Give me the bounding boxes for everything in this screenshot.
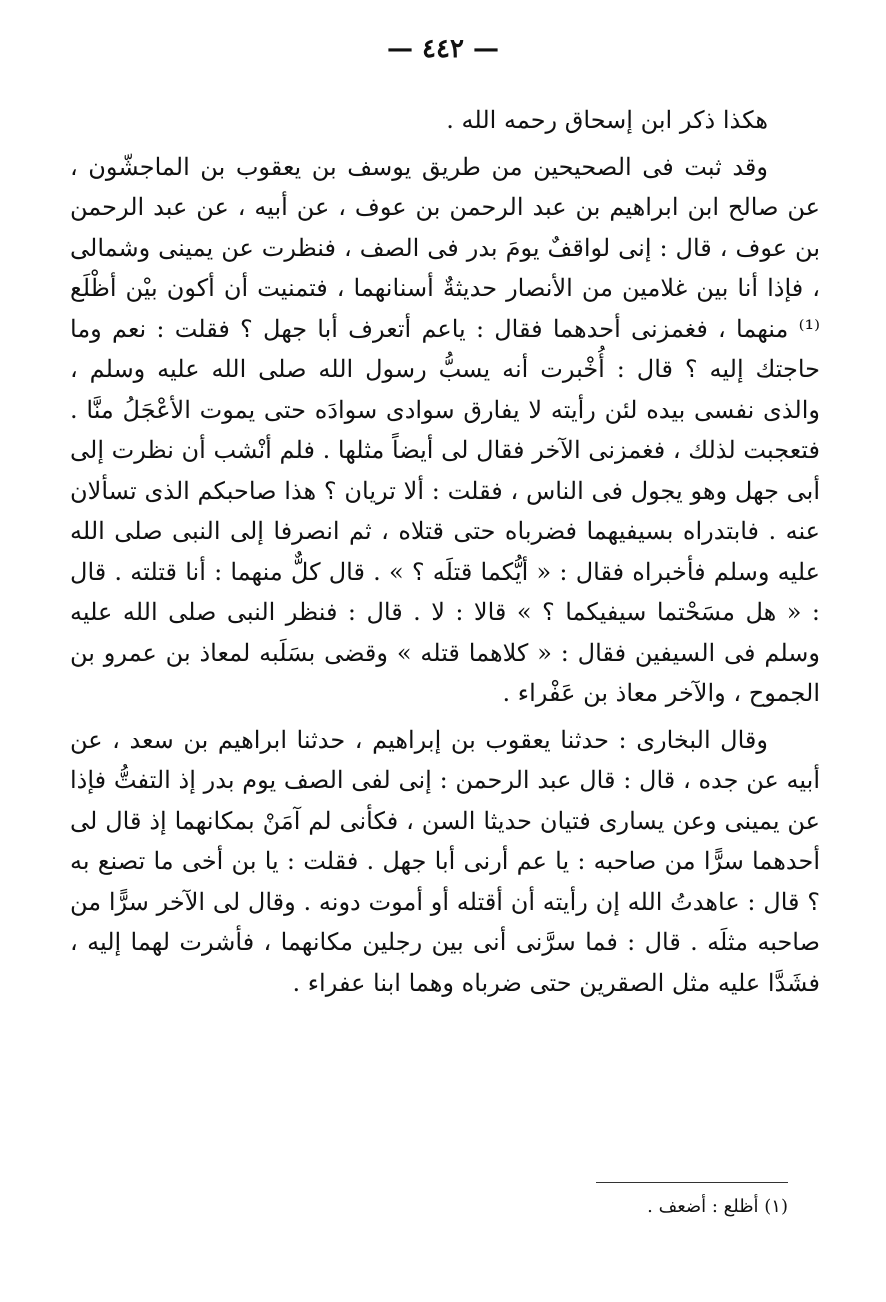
- paragraph-intro: هكذا ذكر ابن إسحاق رحمه الله .: [446, 106, 768, 134]
- footnote-divider: [596, 1182, 788, 1183]
- page-number: — ٤٤٢ —: [386, 34, 500, 64]
- body-text: [70, 100, 820, 1009]
- paragraph-sahihayn: وقد ثبت فى الصحيحين من طريق يوسف بن يعقوب بن الماجشّون ، عن صالح ابن ابراهيم بن عبد الرحمن بن عوف ، عن أبيه ، عن عبد الرحمن بن عوف ، قال : إنى لواقفٌ يومَ بدر فى الصف ، فنظرت عن يمينى وشمالى ، فإذا أنا بين غلامين من الأنصار حديثةٌ أسنانهما ، فتمنيت أن أكون بيْن أظْلَع ⁽¹⁾ منهما ، فغمزنى أحدهما فقال : ياعم أتعرف أبا جهل ؟ فقلت : نعم وما حاجتك إليه ؟ قال : أُخْبرت أنه يسبُّ رسول الله صلى الله عليه وسلم ، والذى نفسى بيده لئن رأيته لا يفارق سوادى سوادَه حتى يموت الأعْجَلُ منَّا . فتعجبت لذلك ، فغمزنى الآخر فقال لى أيضاً مثلها . فلم أنْشب أن نظرت إلى أبى جهل وهو يجول فى الناس ، فقلت : ألا تريان ؟ هذا صاحبكم الذى تسألان عنه . فابتدراه بسيفيهما فضرباه حتى قتلاه ، ثم انصرفا إلى النبى صلى الله عليه وسلم فأخبراه فقال : « أيُّكما قتلَه ؟ » . قال كلٌّ منهما : أنا قتلته . قال : « هل مسَحْتما سيفيكما ؟ » قالا : لا . قال : فنظر النبى صلى الله عليه وسلم فى السيفين فقال : « كلاهما قتله » وقضى بسَلَبه لمعاذ بن عمرو بن الجموح ، والآخر معاذ بن عَفْراء .: [70, 152, 821, 707]
- footnote: (١) أظلع : أضعف .: [647, 1196, 788, 1217]
- paragraph-bukhari: وقال البخارى : حدثنا يعقوب بن إبراهيم ، حدثنا ابراهيم بن سعد ، عن أبيه عن جده ، قال : قال عبد الرحمن : إنى لفى الصف يوم بدر إذ التفتُّ فإذا عن يمينى وعن يسارى فتيان حديثا السن ، فكأنى لم آمَنْ بمكانهما إذ قال لى أحدهما سرًّا من صاحبه : يا عم أرنى أبا جهل . فقلت : يا بن أخى ما تصنع به ؟ قال : عاهدتُ الله إن رأيته أن أقتله أو أموت دونه . وقال لى الآخر سرًّا من صاحبه مثلَه . قال : فما سرَّنى أنى بين رجلين مكانهما ، فأشرت لهما إليه ، فشَدَّا عليه مثل الصقرين حتى ضرباه وهما ابنا عفراء .: [70, 725, 821, 997]
